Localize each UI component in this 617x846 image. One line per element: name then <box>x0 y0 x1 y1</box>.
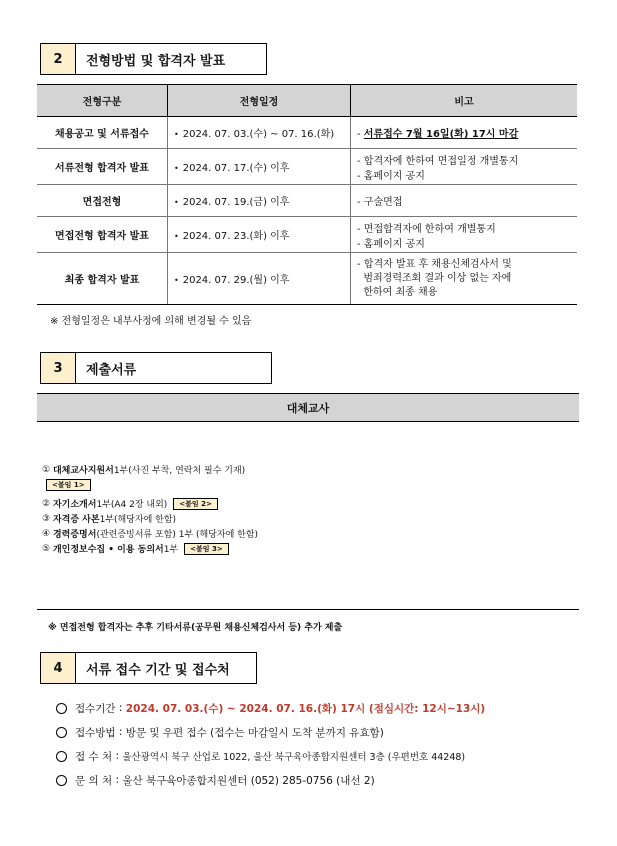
stage-cell: 채용공고 및 서류접수 <box>37 117 168 149</box>
list-item: ⑤ 개인정보수집 • 이용 동의서 1부 <붙임 3> <box>42 541 258 556</box>
stage-cell: 서류전형 합격자 발표 <box>37 149 168 185</box>
stage-cell: 면접전형 <box>37 185 168 217</box>
table-row <box>37 253 577 305</box>
section-title: 전형방법 및 합격자 발표 <box>76 43 267 75</box>
attachment-tag: <붙임 2> <box>173 498 218 510</box>
divider <box>37 609 579 610</box>
circle-bullet-icon <box>56 703 67 714</box>
documents-list <box>42 462 258 556</box>
circle-bullet-icon <box>56 775 67 786</box>
date-cell: • 2024. 07. 19.(금) 이후 <box>168 185 351 217</box>
note-cell: - 합격자에 한하여 면접일정 개별통지 - 홈페이지 공지 <box>351 149 578 185</box>
section-number: 4 <box>40 652 76 684</box>
stage-cell: 최종 합격자 발표 <box>37 253 168 305</box>
table-row <box>37 149 577 185</box>
stage-cell: 면접전형 합격자 발표 <box>37 217 168 253</box>
schedule-table <box>37 84 577 305</box>
list-item: ③ 자격증 사본 1부(해당자에 한함) <box>42 513 177 525</box>
list-item: ② 자기소개서 1부(A4 2장 내외) <붙임 2> <box>42 496 258 511</box>
section-2-heading <box>40 43 267 75</box>
date-cell: • 2024. 07. 17.(수) 이후 <box>168 149 351 185</box>
note-cell: - 면접합격자에 한하여 개별통지 - 홈페이지 공지 <box>351 217 578 253</box>
header-stage: 전형구분 <box>37 85 168 117</box>
date-cell: • 2024. 07. 29.(월) 이후 <box>168 253 351 305</box>
section-4-heading <box>40 652 257 684</box>
list-item: 문 의 처 : 울산 북구육아종합지원센터 (052) 285-0756 (내선 2) <box>56 768 485 792</box>
interview-note: ※ 면접전형 합격자는 추후 기타서류(공무원 채용신체검사서 등) 추가 제출 <box>48 623 343 633</box>
submission-info <box>56 696 485 792</box>
attachment-tag: <붙임 3> <box>184 543 229 555</box>
note-cell: - 구술면접 <box>351 185 578 217</box>
section-number: 2 <box>40 43 76 75</box>
substitute-teacher-bar: 대체교사 <box>37 393 579 422</box>
section-title: 서류 접수 기간 및 접수처 <box>76 652 257 684</box>
table-row <box>37 217 577 253</box>
note-cell: - 합격자 발표 후 채용신체검사서 및 범죄경력조회 결과 이상 없는 자에 한하여 최종 채용 <box>351 253 578 305</box>
note-cell: - 서류접수 7월 16일(화) 17시 마감 <box>351 117 578 149</box>
table-row <box>37 117 577 149</box>
circle-bullet-icon <box>56 751 67 762</box>
list-item: 접수방법 : 방문 및 우편 접수 (접수는 마감일시 도착 분까지 유효함) <box>56 720 485 744</box>
list-item: 접수기간 : 2024. 07. 03.(수) ~ 2024. 07. 16.(화) 17시 (점심시간: 12시~13시) <box>56 696 485 720</box>
section-3-heading <box>40 352 272 384</box>
date-cell: • 2024. 07. 23.(화) 이후 <box>168 217 351 253</box>
attachment-tag: <붙임 1> <box>46 479 91 491</box>
list-item: ④ 경력증명서 (관련증빙서류 포함) 1부 (해당자에 한함) <box>42 528 259 540</box>
table-row <box>37 185 577 217</box>
header-date: 전형일정 <box>168 85 351 117</box>
section-title: 제출서류 <box>76 352 272 384</box>
schedule-note: ※ 전형일정은 내부사정에 의해 변경될 수 있음 <box>50 316 252 327</box>
section-number: 3 <box>40 352 76 384</box>
list-item <box>42 477 258 492</box>
list-item: ① 대체교사지원서 1부(사진 부착, 연락처 필수 기재) <box>42 464 246 476</box>
header-note: 비고 <box>351 85 578 117</box>
table-header-row <box>37 85 577 117</box>
list-item: 접 수 처 : 울산광역시 북구 산업로 1022, 울산 북구육아종합지원센터 3층 (우편번호 44248) <box>56 744 485 768</box>
date-cell: • 2024. 07. 03.(수) ~ 07. 16.(화) <box>168 117 351 149</box>
circle-bullet-icon <box>56 727 67 738</box>
